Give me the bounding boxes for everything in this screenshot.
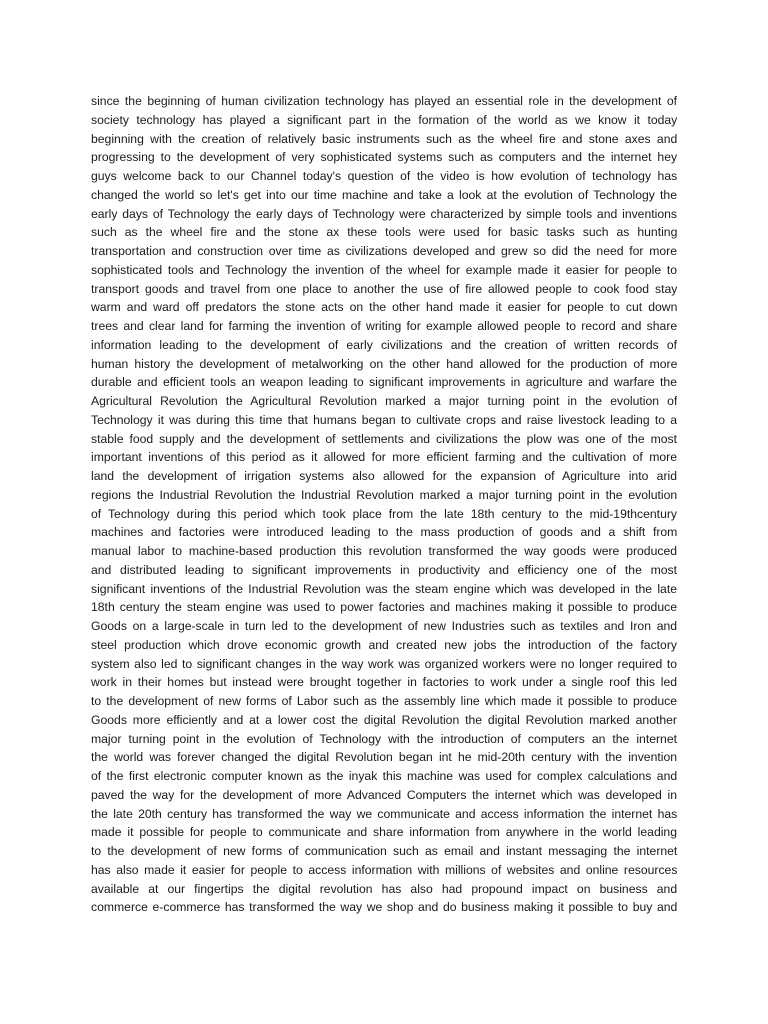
body-text [91,92,677,917]
text-line: to the development of new forms of communication such as email and instant messaging the internet [91,844,677,858]
text-line: system also led to significant changes in the way work was organized workers were no longer required to [91,656,677,671]
text-line: land the development of irrigation systems also allowed for the expansion of Agriculture into arid [91,469,677,483]
text-line: of the first electronic computer known as the inyak this machine was used for complex calculations and [91,769,677,783]
text-line: work in their homes but instead were brought together in factories to work under a single roof this led [91,675,677,690]
text-line: trees and clear land for farming the invention of writing for example allowed people to record and share [91,319,677,333]
text-line: guys welcome back to our Channel today's question of the video is how evolution of technology has [91,169,677,183]
text-line: manual labor to machine-based production this revolution transformed the way goods were produced [91,544,677,558]
text-line: such as the wheel fire and the stone ax these tools were used for basic tasks such as hunting [91,225,677,240]
text-line: major turning point in the evolution of Technology with the introduction of computers an the internet [91,731,677,746]
text-line: human history the development of metalworking on the other hand allowed for the production of more [91,356,677,371]
text-line: beginning with the creation of relatively basic instruments such as the wheel fire and stone axes and [91,131,677,146]
text-line: warm and ward off predators the stone acts on the other hand made it easier for people to cut down [91,300,677,315]
text-line: the late 20th century has transformed the way we communicate and access information the internet has [91,806,677,821]
text-line: information leading to the development of early civilizations and the creation of written records of [91,337,677,352]
text-line: the world was forever changed the digital Revolution began int he mid-20th century with the invention [91,750,677,765]
text-line: steel production which drove economic growth and created new jobs the introduction of the factory [91,637,677,652]
text-line: of Technology during this period which took place from the late 18th century to the mid-19thcentury [91,506,677,521]
text-line: paved the way for the development of more Advanced Computers the internet which was developed in [91,787,677,802]
text-line: Goods more efficiently and at a lower cost the digital Revolution the digital Revolution marked another [91,712,677,727]
text-line: made it possible for people to communicate and share information from anywhere in the world leading [91,825,677,840]
text-line: transportation and construction over time as civilizations developed and grew so did the need for more [91,244,677,258]
text-line: Technology it was during this time that humans began to cultivate crops and raise livestock leading to a [91,412,677,427]
text-line: 18th century the steam engine was used to power factories and machines making it possible to produce [91,600,677,615]
text-line: has also made it easier for people to access information with millions of websites and online resources [91,862,677,877]
text-line: sophisticated tools and Technology the invention of the wheel for example made it easier for people to [91,262,677,277]
text-line: important inventions of this period as it allowed for more efficient farming and the cultivation of more [91,450,677,465]
text-line: machines and factories were introduced leading to the mass production of goods and a shift from [91,525,677,540]
text-line: Goods on a large-scale in turn led to the development of new Industries such as textiles and Iron and [91,619,677,633]
text-line: regions the Industrial Revolution the Industrial Revolution marked a major turning point in the evolution [91,487,677,502]
text-line: early days of Technology the early days of Technology were characterized by simple tools and inventions [91,206,677,221]
text-line: and distributed leading to significant improvements in productivity and efficiency one of the most [91,562,677,577]
text-line: durable and efficient tools an weapon leading to significant improvements in agriculture and warfare the [91,375,677,390]
text-line: transport goods and travel from one place to another the use of fire allowed people to cook food stay [91,281,677,296]
text-line: to the development of new forms of Labor such as the assembly line which made it possible to produce [91,694,677,708]
text-line: significant inventions of the Industrial Revolution was the steam engine which was developed in the late [91,581,677,596]
text-line: society technology has played a significant part in the formation of the world as we know it today [91,112,677,127]
text-line: since the beginning of human civilization technology has played an essential role in the development of [91,94,677,108]
text-line: Agricultural Revolution the Agricultural Revolution marked a major turning point in the evolution of [91,394,677,408]
text-line: changed the world so let's get into our time machine and take a look at the evolution of Technology the [91,187,677,202]
text-line: stable food supply and the development of settlements and civilizations the plow was one of the most [91,431,677,446]
text-line: progressing to the development of very sophisticated systems such as computers and the internet hey [91,150,677,165]
text-line: available at our fingertips the digital revolution has also had propound impact on business and [91,881,677,896]
text-line: commerce e-commerce has transformed the way we shop and do business making it possible to buy and [91,900,677,915]
